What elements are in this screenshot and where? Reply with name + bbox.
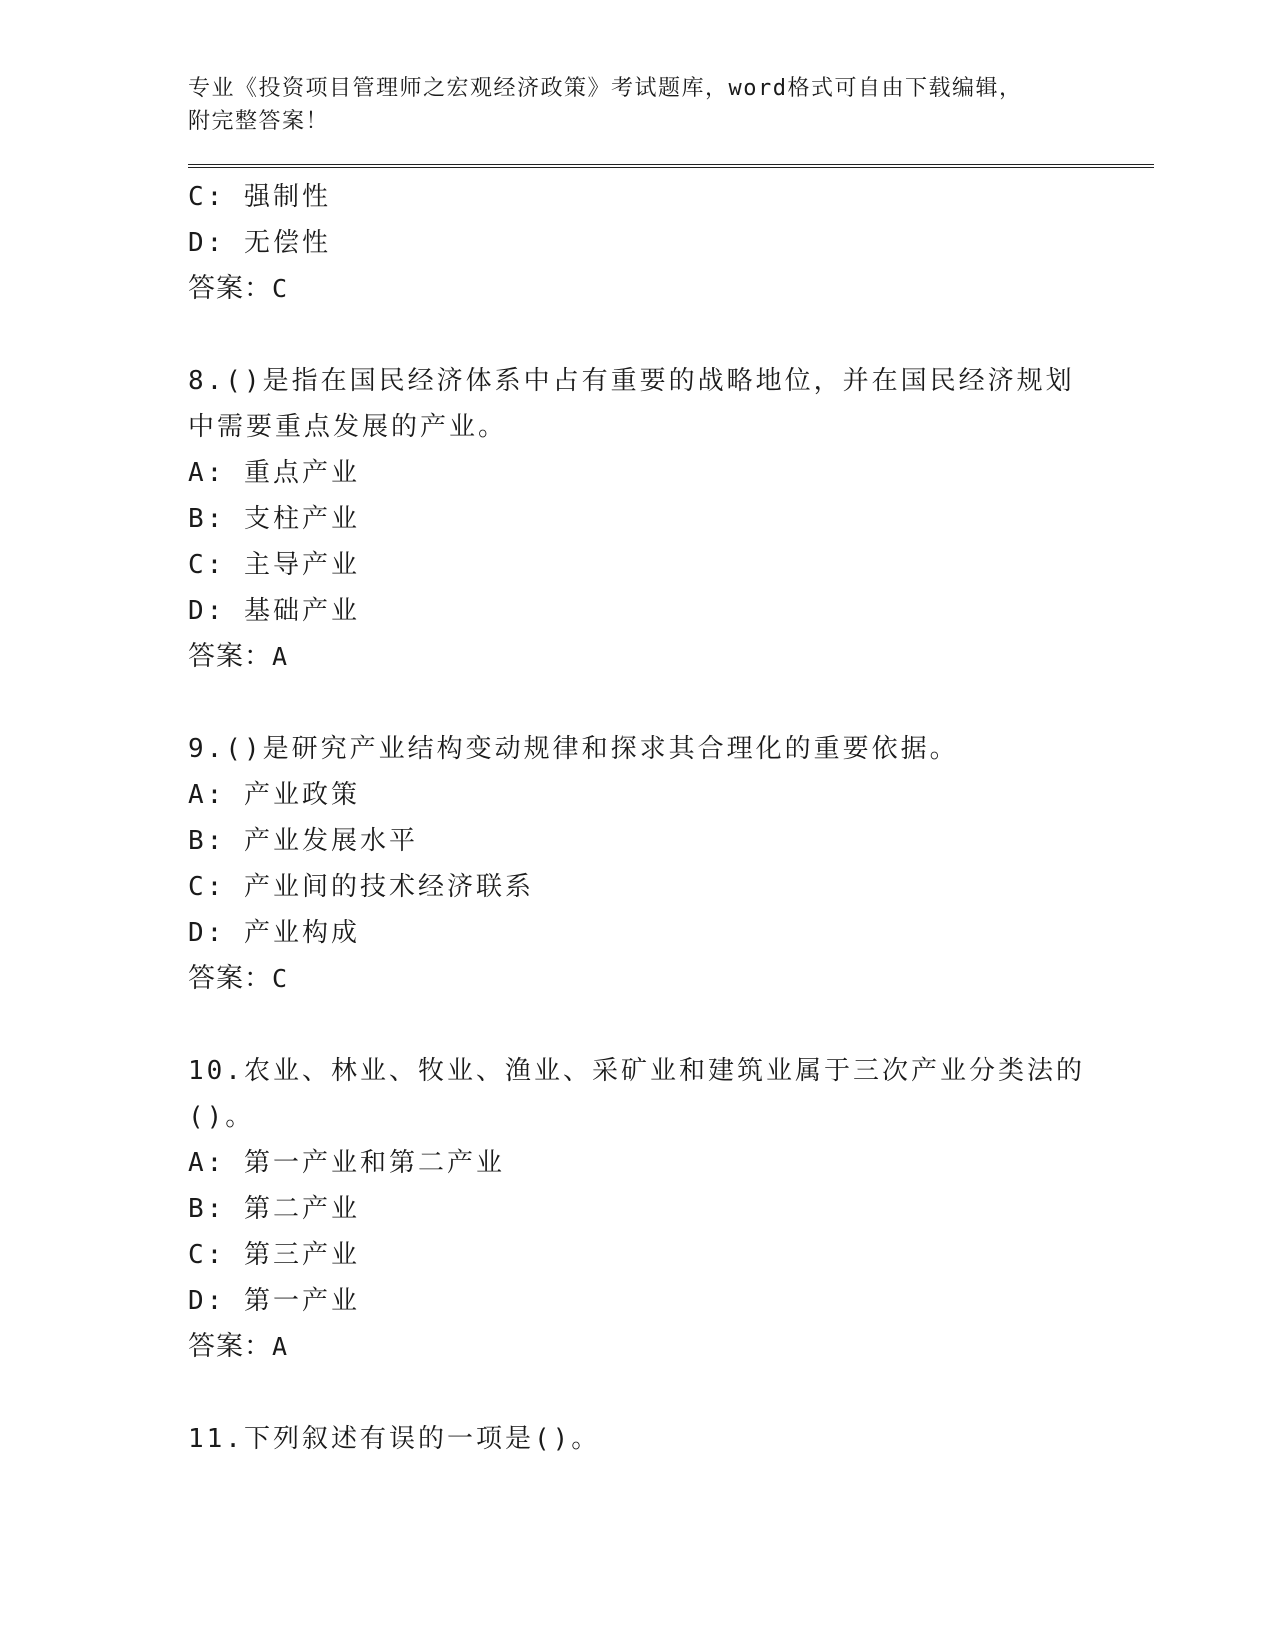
- option-d: D: 第一产业: [188, 1286, 360, 1316]
- option-d: D: 无偿性: [188, 228, 331, 258]
- answer-value: C: [272, 274, 289, 303]
- option-a: A: 重点产业: [188, 458, 360, 488]
- question-list: [188, 174, 1154, 1462]
- answer-value: A: [272, 642, 289, 671]
- spacer: [188, 1370, 1154, 1416]
- spacer: [188, 680, 1154, 726]
- option-b: B: 支柱产业: [188, 504, 360, 534]
- question-block-8: [188, 358, 1154, 680]
- option-b: B: 第二产业: [188, 1194, 360, 1224]
- answer-line: [188, 266, 1154, 312]
- option-a: A: 第一产业和第二产业: [188, 1148, 505, 1178]
- option-c: C: 第三产业: [188, 1240, 360, 1270]
- answer-value: A: [272, 1332, 289, 1361]
- option-c: C: 主导产业: [188, 550, 360, 580]
- question-title-continued: 中需要重点发展的产业。: [188, 412, 508, 442]
- option-a: A: 产业政策: [188, 780, 360, 810]
- question-title: 9.()是研究产业结构变动规律和探求其合理化的重要依据。: [188, 734, 959, 764]
- answer-line: [188, 1324, 1154, 1370]
- answer-label: 答案：: [188, 1331, 272, 1362]
- spacer: [188, 1002, 1154, 1048]
- question-title: 8.()是指在国民经济体系中占有重要的战略地位，并在国民经济规划: [188, 366, 1075, 396]
- document-header: [188, 72, 1154, 138]
- option-c: C: 强制性: [188, 182, 331, 212]
- question-block-prev: [188, 174, 1154, 312]
- question-block-9: [188, 726, 1154, 1002]
- header-line-1: 专业《投资项目管理师之宏观经济政策》考试题库，word格式可自由下载编辑，: [188, 76, 1023, 101]
- answer-label: 答案：: [188, 273, 272, 304]
- question-title: 10.农业、林业、牧业、渔业、采矿业和建筑业属于三次产业分类法的: [188, 1056, 1085, 1086]
- header-line-2: 附完整答案！: [188, 109, 330, 134]
- answer-label: 答案：: [188, 963, 272, 994]
- document-page: [188, 72, 1154, 1462]
- question-block-11: [188, 1416, 1154, 1462]
- spacer: [188, 312, 1154, 358]
- answer-line: [188, 634, 1154, 680]
- answer-value: C: [272, 964, 289, 993]
- option-b: B: 产业发展水平: [188, 826, 418, 856]
- option-c: C: 产业间的技术经济联系: [188, 872, 534, 902]
- answer-label: 答案：: [188, 641, 272, 672]
- option-d: D: 产业构成: [188, 918, 360, 948]
- header-divider: [188, 164, 1154, 168]
- answer-line: [188, 956, 1154, 1002]
- question-title-continued: ()。: [188, 1102, 255, 1132]
- option-d: D: 基础产业: [188, 596, 360, 626]
- question-block-10: [188, 1048, 1154, 1370]
- question-title: 11.下列叙述有误的一项是()。: [188, 1424, 601, 1454]
